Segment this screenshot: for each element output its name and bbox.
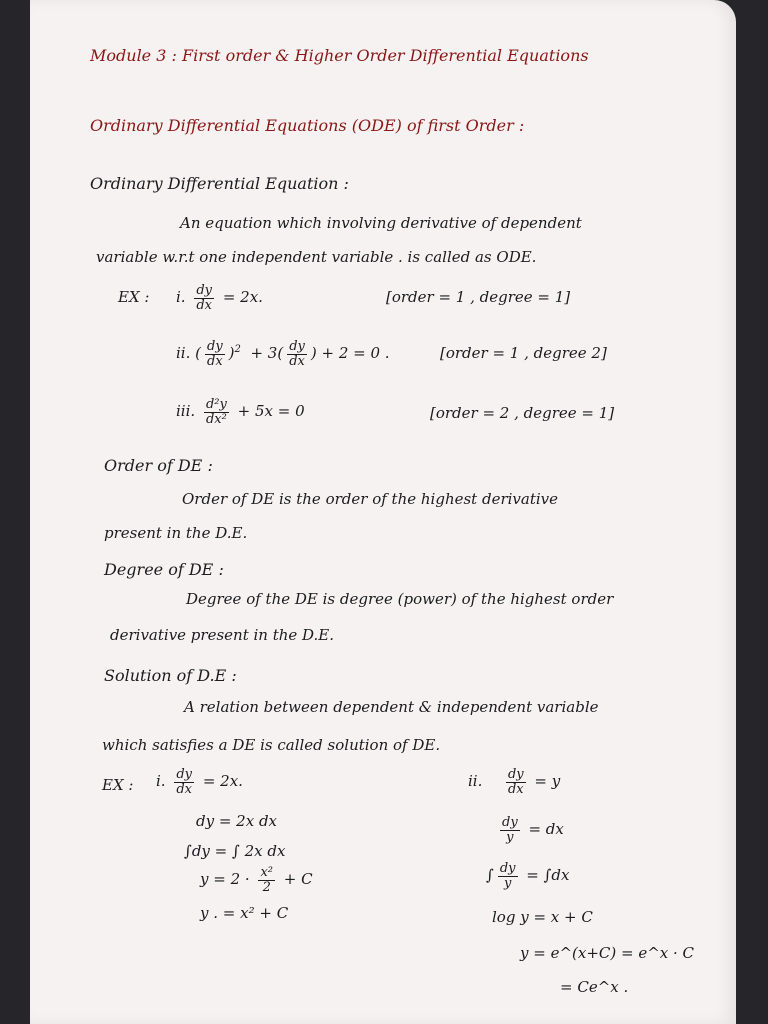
section-heading-ode: Ordinary Differential Equation : (90, 174, 349, 193)
solution-left-line-3: ∫dy = ∫ 2x dx (184, 842, 286, 860)
fraction-dy-dx: $\frac{dy}{dx}$ (176, 767, 193, 797)
example-2-tail: + 2 = 0 . (321, 344, 390, 363)
example-1-rhs: = 2x. (222, 288, 263, 307)
solution-left-line-5: y . = x² + C (200, 904, 289, 922)
fraction-dy-dx: $\frac{dy}{dx}$ (196, 283, 213, 313)
section-heading-order: Order of DE : (104, 456, 213, 475)
example-2-note: [order = 1 , degree 2] (440, 344, 607, 362)
example-1-number: i. (176, 288, 186, 307)
solution-line-2: which satisfies a DE is called solution of DE. (102, 736, 441, 754)
module-title: Module 3 : First order & Higher Order Differential Equations (90, 46, 589, 65)
solution-left-line-4: y = 2 · $\frac{\text{x²}}{2}$ + C (200, 865, 313, 895)
order-line-1: Order of DE is the order of the highest derivative (182, 490, 559, 508)
example-3-note: [order = 2 , degree = 1] (430, 404, 615, 422)
order-line-2: present in the D.E. (104, 524, 248, 542)
notebook-page (30, 0, 736, 1024)
example-3-number: iii. (176, 402, 196, 421)
fraction-dy-dx: $\frac{dy}{dx}$ (289, 339, 305, 369)
fraction-dy-y: $\frac{dy}{y}$ (499, 861, 516, 891)
example-1 (176, 284, 263, 312)
example-2: ii. ( $\frac{dy}{dx}$ )$^2$ + 3( $\frac{dy}{dx}$ ) + 2 = 0 . (176, 339, 390, 369)
example-3-tail: + 5x = 0 (237, 402, 305, 421)
example-3 (176, 398, 305, 426)
example-label: EX : (118, 288, 150, 306)
degree-line-2: derivative present in the D.E. (110, 626, 335, 644)
fraction-dy-dx: $\frac{dy}{dx}$ (507, 767, 524, 797)
solution-right-line-2: $\frac{dy}{y}$ = dx (502, 815, 564, 845)
ode-definition-line-1: An equation which involving derivative of dependent (180, 214, 582, 232)
fraction-dy-dx: $\frac{dy}{dx}$ (207, 339, 223, 369)
solution-right-line-4: log y = x + C (492, 908, 593, 926)
solution-right-line-5: y = e^(x+C) = e^x · C (520, 944, 695, 962)
fraction-x2-2: $\frac{\text{x²}}{2}$ (260, 865, 273, 895)
solution-right-line-3: ∫ $\frac{dy}{y}$ = ∫dx (486, 861, 570, 891)
solution-right-line-6: = Ce^x . (560, 978, 629, 996)
ode-definition-line-2: variable w.r.t one independent variable . is called as ODE. (96, 248, 537, 266)
solution-line-1: A relation between dependent & independent variable (184, 698, 599, 716)
section-heading-degree: Degree of DE : (104, 560, 224, 579)
fraction-dy-y: $\frac{dy}{y}$ (502, 815, 518, 845)
chapter-subtitle: Ordinary Differential Equations (ODE) of first Order : (90, 116, 525, 135)
degree-line-1: Degree of the DE is degree (power) of the highest order (186, 590, 614, 608)
solution-example-label: EX : (102, 776, 134, 794)
solution-left-line-2: dy = 2x dx (196, 812, 278, 830)
solution-left-line-1: i. $\frac{dy}{dx}$ = 2x. (156, 767, 243, 797)
example-1-note: [order = 1 , degree = 1] (386, 288, 571, 306)
solution-right-line-1: ii. $\frac{dy}{dx}$ = y (468, 767, 561, 797)
fraction-d2y-dx2: $\frac{\text{d²y}}{\text{dx²}}$ (205, 397, 227, 427)
example-2-number: ii. (176, 344, 191, 363)
section-heading-solution: Solution of D.E : (104, 666, 237, 685)
